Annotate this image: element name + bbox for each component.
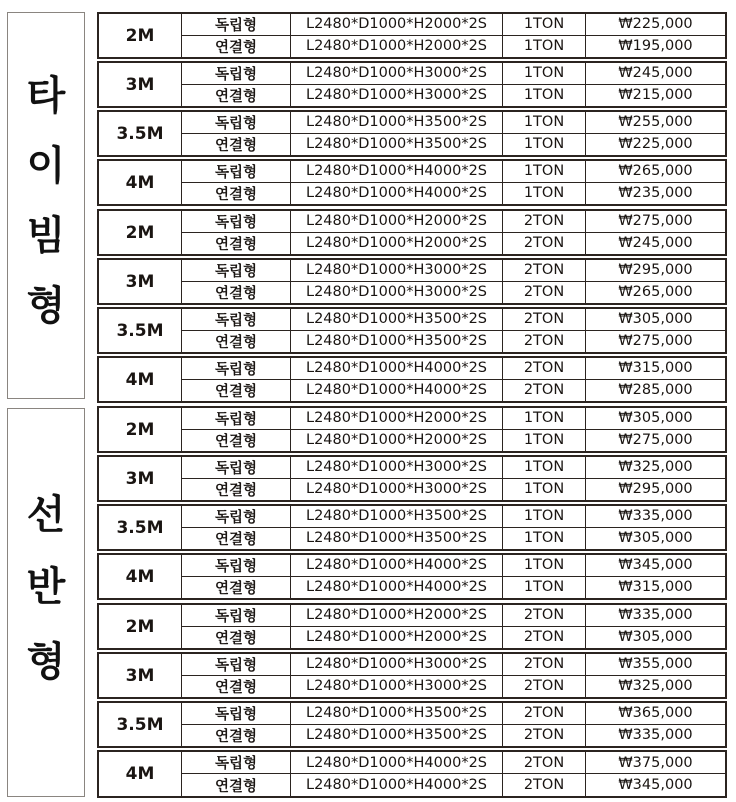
type-cell: 연결형 — [182, 774, 291, 796]
capacity-cell: 1TON — [503, 112, 586, 133]
spec-cell: L2480*D1000*H4000*2S — [291, 577, 503, 599]
type-cell: 독립형 — [182, 112, 291, 133]
size-cell: 3.5M — [99, 506, 182, 549]
capacity-cell: 1TON — [503, 577, 586, 599]
size-cell: 3M — [99, 457, 182, 500]
table-row — [182, 358, 725, 380]
capacity-cell: 1TON — [503, 528, 586, 550]
spec-cell: L2480*D1000*H3500*2S — [291, 309, 503, 330]
size-cell: 3.5M — [99, 112, 182, 155]
product-group — [97, 307, 727, 354]
spec-cell: L2480*D1000*H3500*2S — [291, 506, 503, 527]
product-group — [97, 209, 727, 256]
spec-cell: L2480*D1000*H4000*2S — [291, 183, 503, 205]
price-cell: ₩255,000 — [618, 114, 693, 131]
price-cell: ₩275,000 — [618, 333, 693, 350]
table-row — [182, 183, 725, 205]
type-cell: 독립형 — [182, 358, 291, 379]
capacity-cell: 2TON — [503, 654, 586, 675]
size-cell: 2M — [99, 211, 182, 254]
price-cell: ₩335,000 — [618, 727, 693, 744]
price-cell: ₩315,000 — [618, 360, 693, 377]
capacity-cell: 1TON — [503, 555, 586, 576]
product-group — [97, 455, 727, 502]
type-cell: 연결형 — [182, 331, 291, 353]
size-cell: 2M — [99, 14, 182, 57]
capacity-cell: 1TON — [503, 457, 586, 478]
table-row — [182, 14, 725, 36]
capacity-cell: 1TON — [503, 85, 586, 107]
type-cell: 연결형 — [182, 528, 291, 550]
capacity-cell: 1TON — [503, 36, 586, 58]
capacity-cell: 2TON — [503, 725, 586, 747]
table-row — [182, 774, 725, 796]
spec-cell: L2480*D1000*H3000*2S — [291, 260, 503, 281]
spec-cell: L2480*D1000*H2000*2S — [291, 36, 503, 58]
spec-cell: L2480*D1000*H4000*2S — [291, 555, 503, 576]
type-cell: 연결형 — [182, 282, 291, 304]
type-cell: 독립형 — [182, 408, 291, 429]
table-row — [182, 555, 725, 577]
section-label-shelf — [7, 408, 85, 797]
table-row — [182, 63, 725, 85]
price-cell: ₩305,000 — [618, 410, 693, 427]
section-label-char: 형 — [26, 639, 66, 685]
type-cell: 연결형 — [182, 380, 291, 402]
type-cell: 연결형 — [182, 627, 291, 649]
table-row — [182, 161, 725, 183]
table-row — [182, 85, 725, 107]
table-row — [182, 36, 725, 58]
type-cell: 독립형 — [182, 161, 291, 182]
product-group — [97, 406, 727, 453]
capacity-cell: 2TON — [503, 211, 586, 232]
capacity-cell: 1TON — [503, 161, 586, 182]
table-row — [182, 112, 725, 134]
type-cell: 독립형 — [182, 605, 291, 626]
price-cell: ₩265,000 — [618, 284, 693, 301]
price-cell: ₩355,000 — [618, 656, 693, 673]
type-cell: 독립형 — [182, 63, 291, 84]
spec-cell: L2480*D1000*H2000*2S — [291, 408, 503, 429]
spec-cell: L2480*D1000*H4000*2S — [291, 358, 503, 379]
section-label-char: 빔 — [26, 213, 66, 259]
table-row — [182, 260, 725, 282]
spec-cell: L2480*D1000*H2000*2S — [291, 430, 503, 452]
product-group — [97, 603, 727, 650]
spec-cell: L2480*D1000*H3000*2S — [291, 85, 503, 107]
table-row — [182, 605, 725, 627]
price-cell: ₩225,000 — [618, 16, 693, 33]
table-row — [182, 528, 725, 550]
table-row — [182, 752, 725, 774]
size-cell: 4M — [99, 555, 182, 598]
spec-cell: L2480*D1000*H3500*2S — [291, 703, 503, 724]
spec-cell: L2480*D1000*H2000*2S — [291, 14, 503, 35]
section-label-char: 이 — [26, 143, 66, 189]
table-row — [182, 309, 725, 331]
table-row — [182, 282, 725, 304]
capacity-cell: 2TON — [503, 260, 586, 281]
capacity-cell: 2TON — [503, 282, 586, 304]
price-cell: ₩225,000 — [618, 136, 693, 153]
type-cell: 독립형 — [182, 752, 291, 773]
product-group — [97, 159, 727, 206]
price-cell: ₩365,000 — [618, 705, 693, 722]
price-cell: ₩245,000 — [618, 235, 693, 252]
type-cell: 독립형 — [182, 309, 291, 330]
size-cell: 2M — [99, 605, 182, 648]
product-group — [97, 652, 727, 699]
price-cell: ₩375,000 — [618, 754, 693, 771]
price-cell: ₩305,000 — [618, 530, 693, 547]
spec-cell: L2480*D1000*H3000*2S — [291, 479, 503, 501]
price-cell: ₩335,000 — [618, 508, 693, 525]
product-group — [97, 12, 727, 59]
product-group — [97, 110, 727, 157]
product-group — [97, 356, 727, 403]
capacity-cell: 2TON — [503, 752, 586, 773]
capacity-cell: 2TON — [503, 233, 586, 255]
price-cell: ₩265,000 — [618, 163, 693, 180]
type-cell: 연결형 — [182, 85, 291, 107]
spec-cell: L2480*D1000*H2000*2S — [291, 233, 503, 255]
spec-cell: L2480*D1000*H4000*2S — [291, 161, 503, 182]
type-cell: 연결형 — [182, 134, 291, 156]
table-row — [182, 331, 725, 353]
capacity-cell: 2TON — [503, 380, 586, 402]
table-row — [182, 408, 725, 430]
spec-cell: L2480*D1000*H2000*2S — [291, 627, 503, 649]
spec-cell: L2480*D1000*H3000*2S — [291, 457, 503, 478]
table-row — [182, 233, 725, 255]
price-cell: ₩295,000 — [618, 262, 693, 279]
price-cell: ₩305,000 — [618, 629, 693, 646]
price-cell: ₩275,000 — [618, 213, 693, 230]
type-cell: 독립형 — [182, 260, 291, 281]
price-cell: ₩275,000 — [618, 432, 693, 449]
type-cell: 연결형 — [182, 577, 291, 599]
table-row — [182, 577, 725, 599]
capacity-cell: 2TON — [503, 331, 586, 353]
price-cell: ₩235,000 — [618, 185, 693, 202]
type-cell: 독립형 — [182, 703, 291, 724]
capacity-cell: 1TON — [503, 506, 586, 527]
spec-cell: L2480*D1000*H4000*2S — [291, 774, 503, 796]
size-cell: 3M — [99, 260, 182, 303]
type-cell: 독립형 — [182, 506, 291, 527]
size-cell: 4M — [99, 752, 182, 796]
size-cell: 3M — [99, 654, 182, 697]
price-cell: ₩305,000 — [618, 311, 693, 328]
type-cell: 연결형 — [182, 233, 291, 255]
type-cell: 독립형 — [182, 654, 291, 675]
type-cell: 독립형 — [182, 555, 291, 576]
spec-cell: L2480*D1000*H3500*2S — [291, 134, 503, 156]
capacity-cell: 1TON — [503, 14, 586, 35]
table-row — [182, 676, 725, 698]
price-cell: ₩215,000 — [618, 87, 693, 104]
price-cell: ₩195,000 — [618, 38, 693, 55]
table-row — [182, 725, 725, 747]
spec-cell: L2480*D1000*H3000*2S — [291, 282, 503, 304]
size-cell: 3.5M — [99, 309, 182, 352]
spec-cell: L2480*D1000*H3000*2S — [291, 676, 503, 698]
price-cell: ₩295,000 — [618, 481, 693, 498]
type-cell: 독립형 — [182, 457, 291, 478]
price-cell: ₩325,000 — [618, 678, 693, 695]
section-label-char: 반 — [26, 564, 66, 610]
size-cell: 4M — [99, 358, 182, 401]
size-cell: 3.5M — [99, 703, 182, 746]
capacity-cell: 2TON — [503, 605, 586, 626]
product-group — [97, 750, 727, 798]
type-cell: 독립형 — [182, 14, 291, 35]
price-cell: ₩285,000 — [618, 382, 693, 399]
price-cell: ₩345,000 — [618, 557, 693, 574]
section-label-char: 형 — [26, 283, 66, 329]
capacity-cell: 2TON — [503, 676, 586, 698]
price-cell: ₩335,000 — [618, 607, 693, 624]
spec-cell: L2480*D1000*H3500*2S — [291, 331, 503, 353]
table-row — [182, 506, 725, 528]
capacity-cell: 1TON — [503, 479, 586, 501]
section-label-char: 타 — [26, 73, 66, 119]
product-group — [97, 258, 727, 305]
price-cell: ₩325,000 — [618, 459, 693, 476]
spec-cell: L2480*D1000*H3000*2S — [291, 63, 503, 84]
spec-cell: L2480*D1000*H3500*2S — [291, 112, 503, 133]
price-cell: ₩315,000 — [618, 579, 693, 596]
capacity-cell: 1TON — [503, 430, 586, 452]
spec-cell: L2480*D1000*H3500*2S — [291, 725, 503, 747]
capacity-cell: 2TON — [503, 358, 586, 379]
product-group — [97, 701, 727, 748]
spec-cell: L2480*D1000*H4000*2S — [291, 752, 503, 773]
section-label-char: 선 — [26, 492, 66, 538]
size-cell: 2M — [99, 408, 182, 451]
type-cell: 연결형 — [182, 36, 291, 58]
capacity-cell: 2TON — [503, 703, 586, 724]
type-cell: 연결형 — [182, 479, 291, 501]
capacity-cell: 1TON — [503, 408, 586, 429]
capacity-cell: 2TON — [503, 774, 586, 796]
spec-cell: L2480*D1000*H2000*2S — [291, 605, 503, 626]
capacity-cell: 1TON — [503, 63, 586, 84]
product-group — [97, 61, 727, 108]
capacity-cell: 1TON — [503, 134, 586, 156]
capacity-cell: 2TON — [503, 309, 586, 330]
table-row — [182, 380, 725, 402]
capacity-cell: 1TON — [503, 183, 586, 205]
table-row — [182, 654, 725, 676]
size-cell: 3M — [99, 63, 182, 106]
table-row — [182, 703, 725, 725]
spec-cell: L2480*D1000*H3500*2S — [291, 528, 503, 550]
spec-cell: L2480*D1000*H3000*2S — [291, 654, 503, 675]
table-row — [182, 457, 725, 479]
product-group — [97, 553, 727, 600]
capacity-cell: 2TON — [503, 627, 586, 649]
price-cell: ₩245,000 — [618, 65, 693, 82]
type-cell: 연결형 — [182, 183, 291, 205]
table-row — [182, 134, 725, 156]
price-cell: ₩345,000 — [618, 777, 693, 793]
type-cell: 연결형 — [182, 725, 291, 747]
type-cell: 연결형 — [182, 430, 291, 452]
table-row — [182, 430, 725, 452]
table-row — [182, 627, 725, 649]
spec-cell: L2480*D1000*H2000*2S — [291, 211, 503, 232]
product-group — [97, 504, 727, 551]
section-label-tie-beam — [7, 12, 85, 399]
type-cell: 연결형 — [182, 676, 291, 698]
table-row — [182, 479, 725, 501]
type-cell: 독립형 — [182, 211, 291, 232]
spec-cell: L2480*D1000*H4000*2S — [291, 380, 503, 402]
table-row — [182, 211, 725, 233]
size-cell: 4M — [99, 161, 182, 204]
